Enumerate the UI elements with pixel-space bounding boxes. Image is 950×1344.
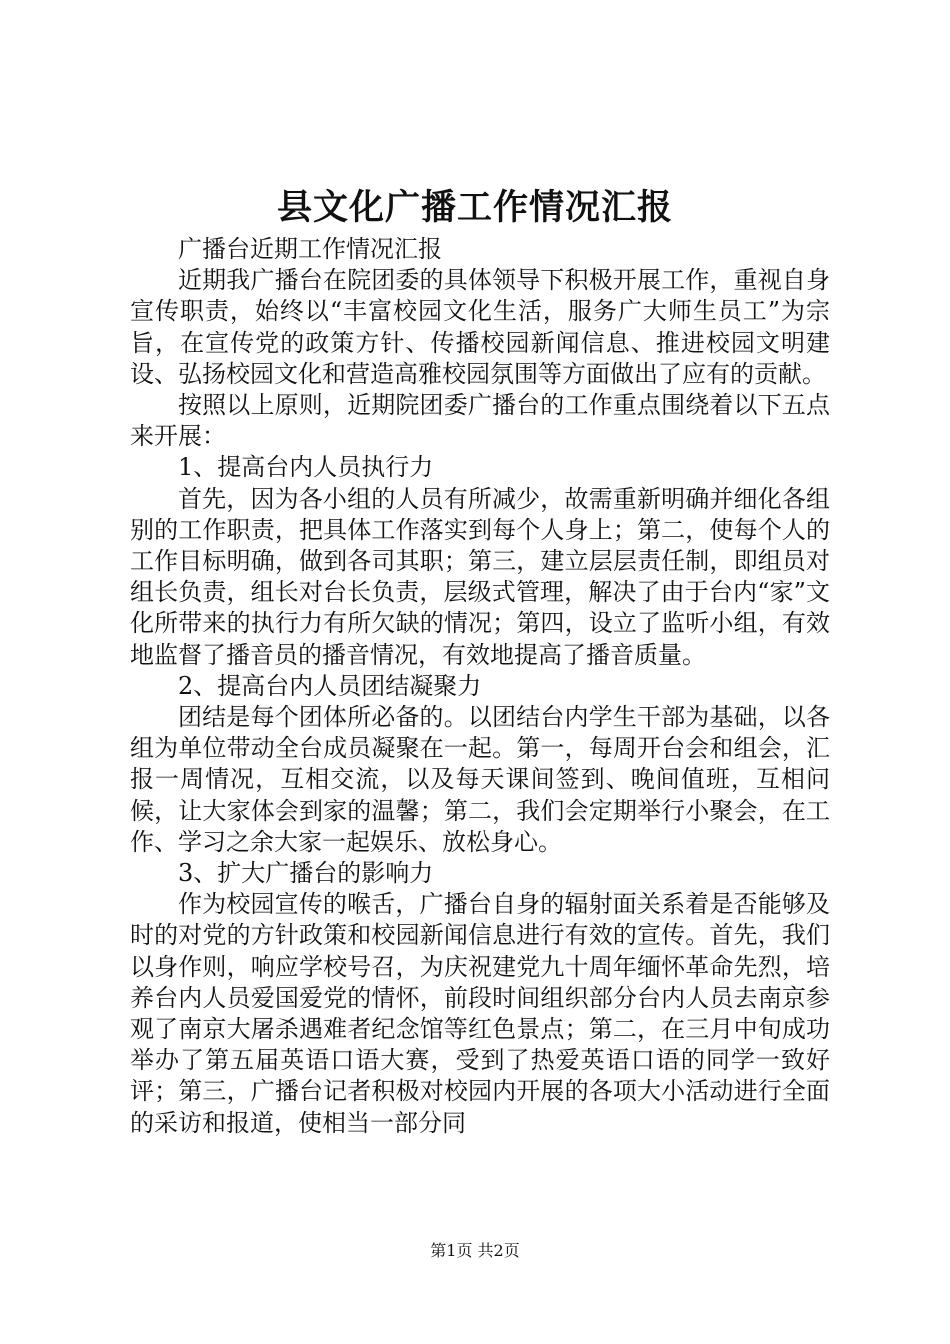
paragraph-subtitle: 广播台近期工作情况汇报 bbox=[178, 235, 442, 263]
document-body bbox=[130, 234, 830, 1139]
page-footer: 第1页 共2页 bbox=[430, 1241, 520, 1260]
section-heading-2: 2、提高台内人员团结凝聚力 bbox=[178, 671, 482, 700]
paragraph-section-3: 作为校园宣传的喉舌，广播台自身的辐射面关系着是否能够及时的对党的方针政策和校园新闻信息进行有效的宣传。首先，我们以身作则，响应学校号召，为庆祝建党九十周年缅怀革命先烈，培养台内人员爱国爱党的情怀，前段时间组织部分台内人员去南京参观了南京大屠杀遇难者纪念馆等红色景点；第二，在三月中旬成功举办了第五届英语口语大赛，受到了热爱英语口语的同学一致好评；第三，广播台记者积极对校园内开展的各项大小活动进行全面的采访和报道，使相当一部分同 bbox=[130, 890, 830, 1137]
section-heading-1: 1、提高台内人员执行力 bbox=[178, 453, 434, 482]
section-heading-3: 3、扩大广播台的影响力 bbox=[178, 859, 434, 888]
paragraph-section-2: 团结是每个团体所必备的。以团结台内学生干部为基础，以各组为单位带动全台成员凝聚在一起。第一，每周开台会和组会，汇报一周情况，互相交流，以及每天课间签到、晚间值班，互相问候，让大家体会到家的温馨；第二，我们会定期举行小聚会，在工作、学习之余大家一起娱乐、放松身心。 bbox=[130, 703, 830, 856]
document-title: 县文化广播工作情况汇报 bbox=[276, 187, 673, 228]
paragraph-principles: 按照以上原则，近期院团委广播台的工作重点围绕着以下五点来开展： bbox=[130, 391, 830, 451]
paragraph-section-1: 首先，因为各小组的人员有所减少，故需重新明确并细化各组别的工作职责，把具体工作落实到每个人身上；第二，使每个人的工作目标明确，做到各司其职；第三，建立层层责任制，即组员对组长负责，组长对台长负责，层级式管理，解决了由于台内“家”文化所带来的执行力有所欠缺的情况；第四，设立了监听小组，有效地监督了播音员的播音情况，有效地提高了播音质量。 bbox=[130, 484, 830, 669]
paragraph-intro: 近期我广播台在院团委的具体领导下积极开展工作，重视自身宣传职责，始终以“丰富校园文化生活，服务广大师生员工”为宗旨，在宣传党的政策方针、传播校园新闻信息、推进校园文明建设、弘扬校园文化和营造高雅校园氛围等方面做出了应有的贡献。 bbox=[130, 266, 830, 388]
